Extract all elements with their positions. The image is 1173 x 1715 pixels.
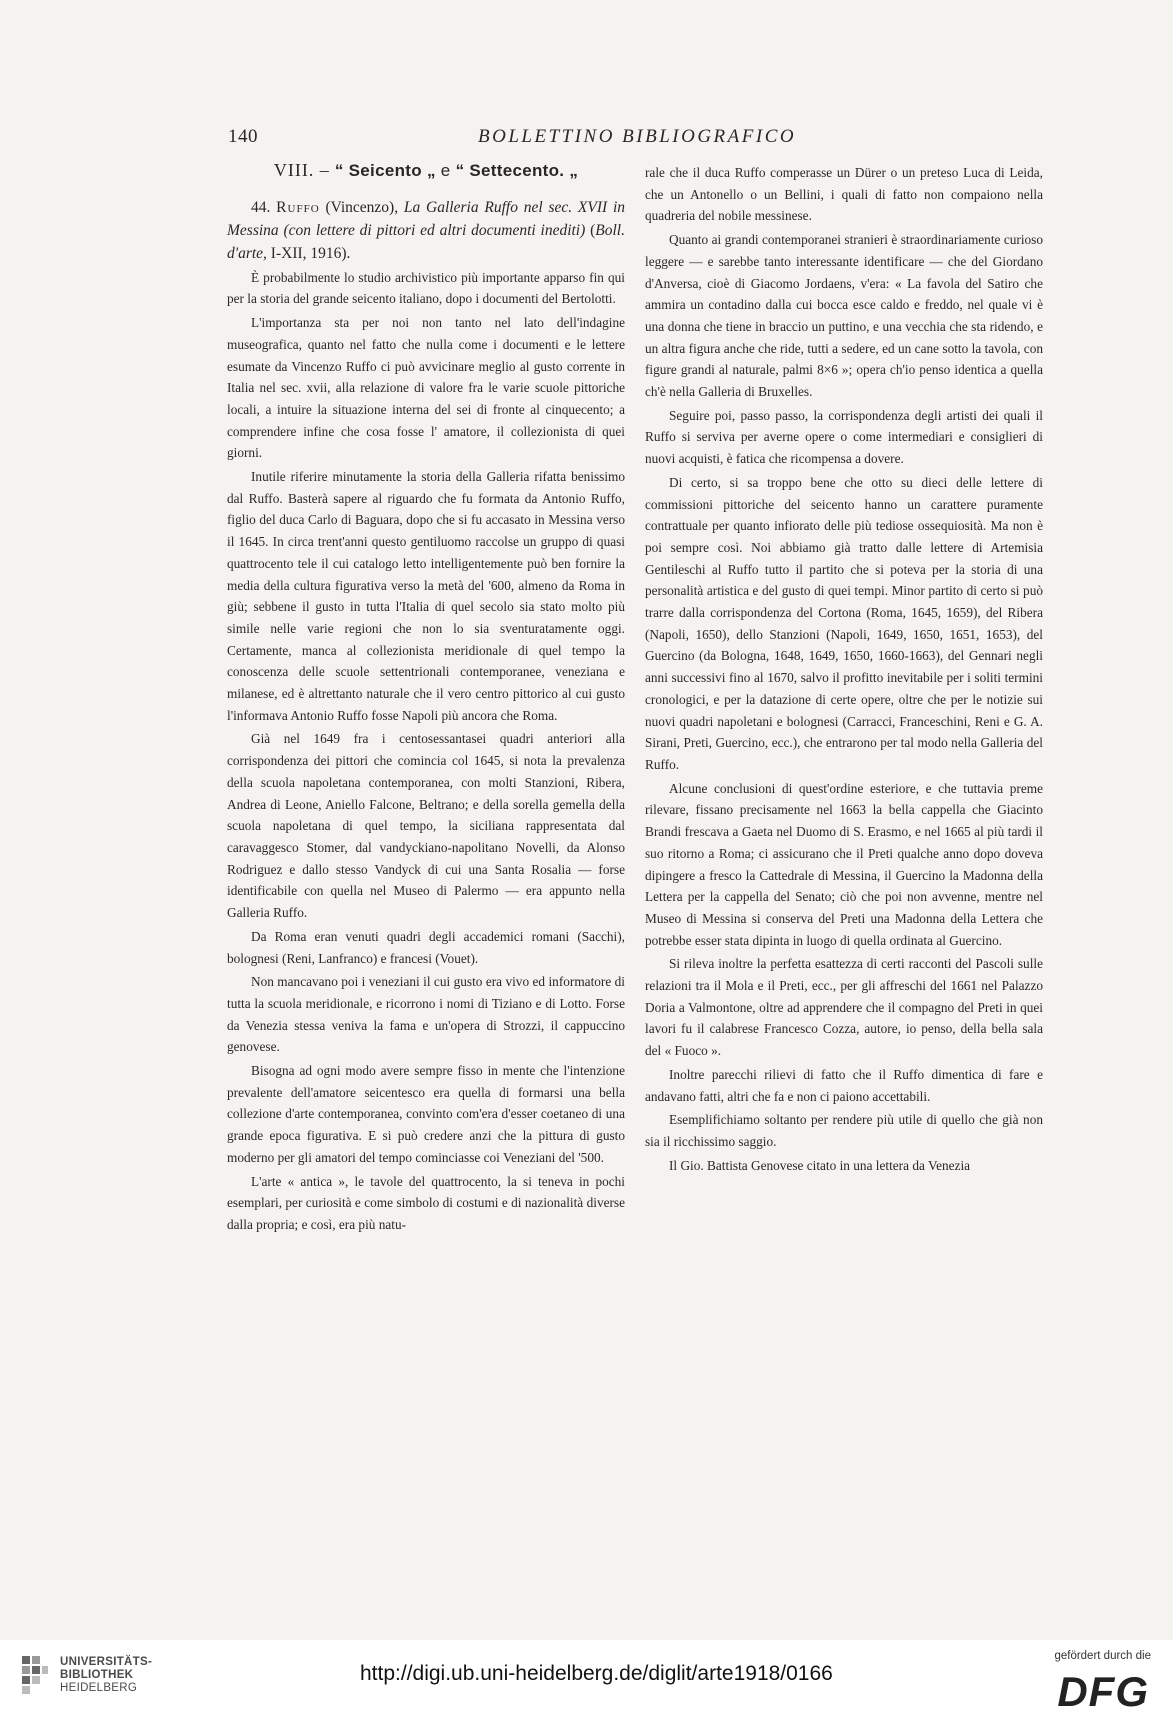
funded-by-label: gefördert durch die — [1054, 1650, 1151, 1662]
entry-source-open: ( — [590, 221, 596, 239]
library-line-3: HEIDELBERG — [60, 1682, 138, 1694]
paragraph: Si rileva inoltre la perfetta esattezza di certi racconti del Pascoli sulle relazioni tra il Mola e il Preti, ecc., per gli affreschi del 1661 nel Palazzo Doria a Valmontone, oltre ad apprendere che il compagno del Preti in quei lavori fu il calabrese Francesco Cozza, autore, io penso, della bella sala del « Fuoco ». — [645, 956, 1043, 1059]
paragraph: Bisogna ad ogni modo avere sempre fisso in mente che l'intenzione prevalente dell'amatore seicentesco era quella di formarsi una bella collezione d'arte contemporanea, convinto com'era d'esser coetaneo di una grande epoca figurativa. E si può credere anzi che la pittura di gusto moderno per gli amatori del tempo cominciasse coi Veneziani del '500. — [227, 1063, 625, 1165]
paragraph: Da Roma eran venuti quadri degli accademici romani (Sacchi), bolognesi (Reni, Lanfranco) e francesi (Vouet). — [227, 928, 625, 966]
section-title — [227, 160, 625, 182]
section-roman: VIII. – — [273, 160, 330, 180]
library-name — [60, 1656, 152, 1695]
paragraph: Già nel 1649 fra i centosessantasei quadri anteriori alla corrispondenza dei pittori che comincia col 1645, si nota la prevalenza della scuola napoletana contemporanea, con molti Stanzioni, Ribera, Andrea di Leone, Aniello Falcone, Beltrano; e della sorella gemella della scuola napoletana di quel tempo, la siciliana rappresentata dal caravaggesco Stomer, dal vandyckiano-napolitano Novelli, da Alonso Rodriguez e dallo stesso Vandyck di cui una Santa Rosalia — forse identificabile con quella nel Museo di Palermo — era appunto nella Galleria Ruffo. — [227, 731, 625, 921]
paragraph: È probabilmente lo studio archivistico più importante apparso fin qui per la storia del grande seicento italiano, dopo i documenti del Bertolotti. — [227, 269, 625, 307]
library-line-1: UNIVERSITÄTS- — [60, 1656, 153, 1668]
paragraph: L'arte « antica », le tavole del quattrocento, la si teneva in pochi esemplari, per curiosità e come simbolo di costumi e di nazionalità diverse dalla propria; e così, era più natu- — [227, 1173, 625, 1232]
entry-title: La Galleria Ruffo nel sec. XVII in Messina (con lettere di pittori ed altri documenti inediti) — [227, 198, 626, 239]
bibliography-entry — [227, 196, 625, 265]
paragraph: Seguire poi, passo passo, la corrispondenza degli artisti dei quali il Ruffo si serviva per averne opere o come intermediari e consiglieri di nuovi acquisti, è fatica che ricompensa a dovere. — [645, 407, 1043, 467]
paragraph: Di certo, si sa troppo bene che otto su dieci delle lettere di commissioni pittoriche del seicento hanno un carattere puramente contrattuale per quanto infiorato delle più tediose ossequiosità. Ma non è poi sempre così. Noi abbiamo già tratto dalle lettere di Artemisia Gentileschi al Ruffo tutto il partito che si poteva per la storia di una personalità artistica e del gusto di quei tempi. Minor partito di certo si può trarre dalla corrispondenza del Cortona (Roma, 1645, 1659), del Ribera (Napoli, 1650), dello Stanzioni (Napoli, 1649, 1650, 1651, 1653), del Guercino (da Bologna, 1648, 1649, 1650, 1660-1663), del Gennari negli anni successivi fino al 1670, salvo il profitto inevitabile per i soliti termini cronologici, e per la datazione di certe opere, oltre che per le notizie sui nuovi quadri napoletani e bolognesi (Carracci, Franceschini, Reni e G. A. Sirani, Preti, Guercino, ecc.), che entrarono per tal modo nella Galleria del Ruffo. — [645, 474, 1043, 772]
paragraph: rale che il duca Ruffo comperasse un Dürer o un preteso Luca di Leida, che un Antonello o un Bellini, i quali di fatto non compaiono nella quadreria del nobile messinese. — [645, 165, 1043, 224]
journal-title: BOLLETTINO BIBLIOGRAFICO — [478, 126, 797, 147]
source-url-link[interactable]: http://digi.ub.uni-heidelberg.de/diglit/arte1918/0166 — [360, 1662, 833, 1685]
university-library-logo-icon — [20, 1654, 50, 1700]
library-line-2: BIBLIOTHEK — [60, 1669, 134, 1681]
entry-source: Boll. d'arte, — [227, 221, 625, 262]
digitization-footer — [0, 1640, 1173, 1715]
dfg-logo: DFG — [1057, 1668, 1149, 1715]
paragraph: Alcune conclusioni di quest'ordine esteriore, e che tuttavia preme rilevare, fissano precisamente nel 1663 la bella cappella che Giacinto Brandi frescava a Gaeta nel Duomo di S. Erasmo, e nel 1665 al più tardi il suo ritorno a Roma; ci assicurano che il Preti qualche anno dopo doveva dipingere a fresco la Cattedrale di Messina, il Guercino la Madonna della Lettera per la cappella del Senato; ciò che poi non avvenne, mentre nel Museo di Messina si conserva del Preti una Madonna della Lettera che potrebbe esser stata dipinta in luogo di quella ordinata al Guercino. — [645, 780, 1043, 948]
right-column — [645, 162, 1043, 1178]
paragraph: Inoltre parecchi rilievi di fatto che il Ruffo dimentica di fare e andavano fatti, altri che fa e non ci paiono accettabili. — [645, 1066, 1043, 1104]
section-title-seicento: “ Seicento „ — [334, 161, 436, 180]
paragraph: L'importanza sta per noi non tanto nel lato dell'indagine museografica, quanto nel fatto che nulla come i documenti e le lettere esumate da Vincenzo Ruffo ci può avvicinare meglio al gusto corrente in Italia nel sec. xvii, alla relazione di valore fra le varie scuole pittoriche locali, a intuire la situazione interna del sei di fronte al cinquecento; a comprendere infine che cosa fosse l' amatore, il collezionista di quei giorni. — [227, 315, 625, 461]
paragraph: Esemplifichiamo soltanto per rendere più utile di quello che già non sia il ricchissimo saggio. — [645, 1112, 1043, 1149]
entry-source-rest: I-XII, 1916). — [266, 244, 351, 262]
entry-author-surname: Ruffo — [276, 198, 320, 216]
paragraph: Non mancavano poi i veneziani il cui gusto era vivo ed informatore di tutta la scuola meridionale, e ricorrono i nomi di Tiziano e di Lotto. Forse da Venezia stessa veniva la fama e un'opera di Strozzi, il cappuccino genovese. — [227, 974, 625, 1055]
running-head — [228, 126, 1028, 150]
paragraph: Quanto ai grandi contemporanei stranieri è straordinariamente curioso leggere — e sarebbe tanto interessante identificare — che del Giordano d'Anversa, cioè di Giacomo Jordaens, v'era: « La favola del Satiro che ammira un contadino dalla cui bocca esce caldo e freddo, nel quale vi è una donna che tiene in braccio un puttino, e una vecchia che sta ridendo, e un altra figura anche che ride, tutti a sedere, ed un cane sotto la tavola, con figure grandi al naturale, palmi 8×6 »; opera ch'io penso identica a quella ch'è nella Galleria di Bruxelles. — [645, 232, 1043, 400]
section-title-settecento: “ Settecento. „ — [455, 161, 579, 180]
section-joiner: e — [435, 161, 456, 180]
paragraph: Inutile riferire minutamente la storia della Galleria rifatta benissimo dal Ruffo. Basterà sapere al riguardo che fu formata da Antonio Ruffo, figlio del duca Carlo di Baguara, dopo che si fu accasato in Messina verso il 1645. In circa trent'anni questo gentiluomo raccolse un gruppo di quasi quattrocento tele il cui catalogo letto intelligentemente può ben fornire la media della cultura figurativa verso la metà del '600, almeno da Roma in giù; sebbene il gusto in tutta l'Italia di quel secolo sia stato molto più simile nelle varie regioni che non lo sia sventuratamente oggi. Certamente, manca al collezionista meridionale di quel tempo la conoscenza delle scuole settentrionali contemporanee, veneziana e milanese, ed è altrettanto naturale che il vero centro pittorico al cui gusto l'informava Antonio Ruffo fosse Napoli più ancora che Roma. — [227, 469, 625, 723]
paragraph: Il Gio. Battista Genovese citato in una lettera da Venezia — [669, 1157, 971, 1173]
entry-author-first: (Vincenzo), — [325, 198, 399, 216]
left-column — [227, 160, 625, 1238]
entry-number: 44. — [251, 198, 271, 216]
page-number: 140 — [228, 126, 258, 147]
